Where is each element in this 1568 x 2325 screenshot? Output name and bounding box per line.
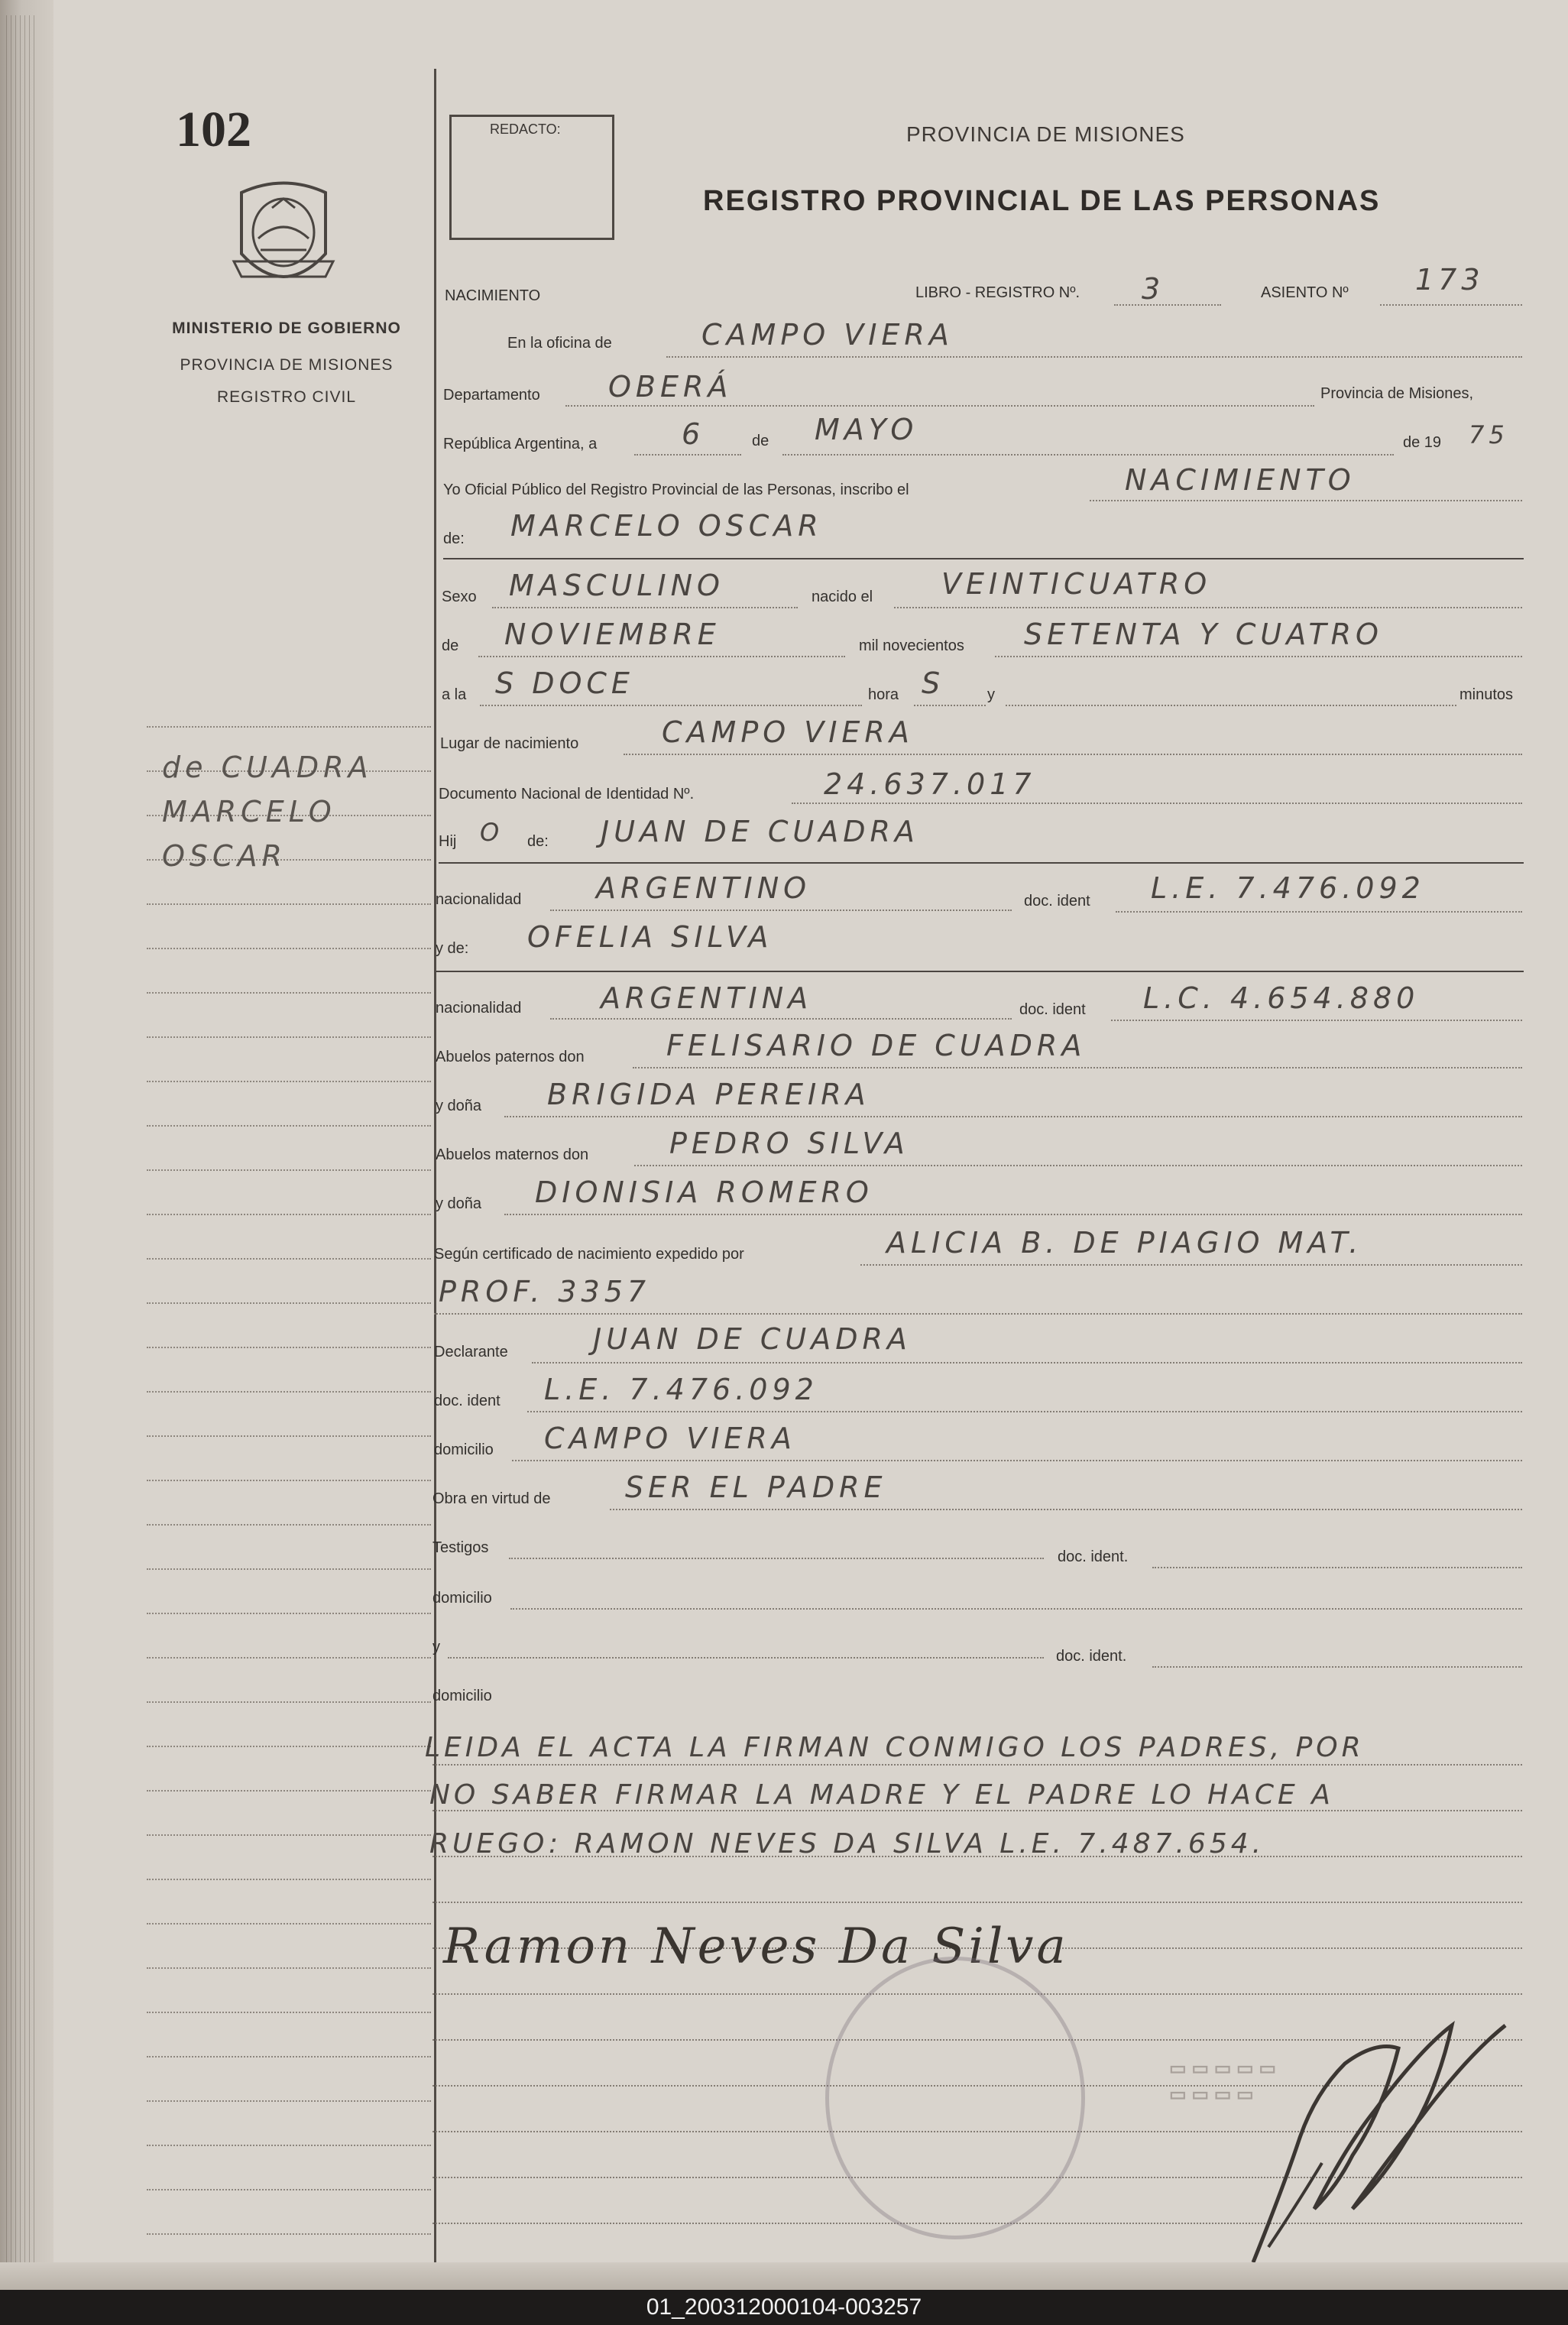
- margin-rule: [147, 1657, 431, 1659]
- hora-value: S: [922, 666, 945, 700]
- mes-line: [782, 454, 1394, 456]
- margin-note-line-3: OSCAR: [162, 839, 287, 873]
- ala-value: S DOCE: [495, 666, 634, 700]
- redacto-label: REDACTO:: [490, 122, 561, 137]
- folio-number: 102: [176, 102, 251, 157]
- dia-value: 6: [682, 417, 705, 451]
- oficina-value: CAMPO VIERA: [701, 318, 954, 352]
- margin-rule: [147, 2056, 431, 2058]
- margin-rule: [147, 1081, 431, 1083]
- margin-rule: [147, 1834, 431, 1837]
- margin-rule: [147, 726, 431, 728]
- nacido-label: nacido el: [812, 589, 873, 605]
- domicilio-3-label: domicilio: [432, 1688, 492, 1704]
- nacido-value: VEINTICUATRO: [941, 567, 1212, 601]
- margin-rule: [147, 1480, 431, 1482]
- margin-rule: [147, 903, 431, 906]
- margin-rule: [147, 1347, 431, 1349]
- nacionalidad-2-value: ARGENTINA: [601, 981, 813, 1015]
- certificado-value-2: PROF. 3357: [439, 1275, 651, 1308]
- y2-label: y: [432, 1639, 440, 1655]
- registro-subtitle: REGISTRO CIVIL: [216, 388, 357, 406]
- abuelo-paterno-value: FELISARIO DE CUADRA: [666, 1029, 1087, 1062]
- y-label: y: [987, 686, 995, 703]
- margin-rule: [147, 2189, 431, 2191]
- abuela-materna-label: y doña: [436, 1195, 482, 1212]
- margin-rule: [147, 1302, 431, 1305]
- abuela-materna-line: [504, 1214, 1522, 1216]
- margin-rule: [147, 1701, 431, 1704]
- de-label: de: [752, 433, 769, 449]
- nombre-rule: [443, 558, 1524, 559]
- margin-note-line-2: MARCELO: [162, 795, 336, 829]
- abuela-paterna-value: BRIGIDA PEREIRA: [547, 1078, 870, 1111]
- libro-value: 3: [1142, 272, 1165, 306]
- signature-ramon: Ramon Neves Da Silva: [443, 1918, 1069, 1975]
- margin-rule: [147, 1613, 431, 1615]
- minutos-line: [1006, 705, 1456, 707]
- image-id-caption: 01_200312000104-003257: [0, 2290, 1568, 2325]
- departamento-label: Departamento: [443, 387, 540, 404]
- ala-label: a la: [442, 686, 467, 703]
- provincia-label: Provincia de Misiones,: [1320, 385, 1474, 402]
- departamento-line: [565, 405, 1314, 407]
- margin-rule: [147, 1391, 431, 1393]
- closing-line-2: NO SABER FIRMAR LA MADRE Y EL PADRE LO HACE A: [429, 1779, 1334, 1811]
- madre-rule: [436, 971, 1524, 972]
- page-bottom-edge: [0, 2262, 1568, 2290]
- mes-value: MAYO: [815, 413, 918, 446]
- margin-rule: [147, 1967, 431, 1970]
- de2-label: de:: [443, 530, 465, 547]
- abuela-paterna-line: [504, 1116, 1522, 1118]
- margin-rule: [147, 1125, 431, 1127]
- doc-ident-4-label: doc. ident.: [1058, 1548, 1129, 1565]
- nacido-line: [894, 607, 1522, 609]
- margin-rule: [147, 2100, 431, 2103]
- margin-rule: [147, 1169, 431, 1172]
- redacto-box: [449, 115, 614, 240]
- mil-value: SETENTA Y CUATRO: [1024, 618, 1383, 651]
- declarante-value: JUAN DE CUADRA: [593, 1322, 912, 1356]
- anio-value: 75: [1469, 420, 1509, 449]
- nombre-value: MARCELO OSCAR: [510, 509, 823, 543]
- margin-rule: [147, 1214, 431, 1216]
- padre-rule: [439, 862, 1524, 864]
- doc-ident-5-label: doc. ident.: [1056, 1648, 1127, 1665]
- doc-ident-3-label: doc. ident: [434, 1393, 501, 1409]
- closing-rule: [432, 1764, 1522, 1766]
- abuelo-paterno-line: [633, 1067, 1522, 1069]
- republica-label: República Argentina, a: [443, 436, 598, 452]
- certificado-line-2: [434, 1313, 1522, 1315]
- certificado-line: [860, 1264, 1522, 1266]
- mes-nac-value: NOVIEMBRE: [504, 618, 721, 651]
- asiento-value: 173: [1415, 263, 1485, 297]
- minutos-label: minutos: [1459, 686, 1514, 703]
- margin-note-line-1: de CUADRA: [162, 751, 373, 784]
- ala-line: [480, 705, 862, 707]
- departamento-value: OBERÁ: [608, 370, 733, 404]
- domicilio-line: [512, 1460, 1522, 1462]
- doc-ident-3-value: L.E. 7.476.092: [544, 1373, 818, 1406]
- margin-rule: [147, 1746, 431, 1748]
- official-signature-icon: [1223, 1957, 1544, 2278]
- domicilio-value: CAMPO VIERA: [544, 1422, 796, 1455]
- oficial-value: NACIMIENTO: [1125, 463, 1356, 497]
- abuela-materna-value: DIONISIA ROMERO: [535, 1175, 873, 1209]
- abuelo-paterno-label: Abuelos paternos don: [436, 1049, 585, 1065]
- obra-label: Obra en virtud de: [432, 1490, 551, 1507]
- coat-of-arms-icon: [226, 177, 341, 300]
- asiento-label: ASIENTO Nº: [1261, 284, 1349, 301]
- margin-rule: [147, 992, 431, 994]
- margin-rule: [147, 2233, 431, 2236]
- dia-line: [634, 454, 741, 456]
- margin-divider: [434, 69, 436, 2262]
- libro-line: [1114, 304, 1221, 306]
- hora-line: [914, 705, 986, 707]
- provincia-subtitle: PROVINCIA DE MISIONES: [180, 356, 394, 374]
- closing-line-3: RUEGO: RAMON NEVES DA SILVA L.E. 7.487.654.: [429, 1828, 1265, 1860]
- de4-label: de:: [527, 833, 549, 850]
- header-registro: REGISTRO PROVINCIAL DE LAS PERSONAS: [703, 185, 1381, 217]
- book-binding: [0, 0, 53, 2290]
- testigos-label: Testigos: [432, 1539, 489, 1556]
- testigos-line: [509, 1558, 1044, 1560]
- doc-ident-5-line: [1152, 1666, 1522, 1668]
- doc-ident-2-value: L.C. 4.654.880: [1143, 981, 1420, 1015]
- doc-ident-3-line: [527, 1411, 1522, 1413]
- sexo-line: [492, 607, 798, 609]
- margin-rule: [147, 1435, 431, 1438]
- y2-line: [448, 1657, 1044, 1659]
- margin-rule: [147, 1923, 431, 1925]
- closing-line-1: LEIDA EL ACTA LA FIRMAN CONMIGO LOS PADRES, POR: [425, 1732, 1365, 1763]
- ministerio-title: MINISTERIO DE GOBIERNO: [172, 319, 401, 337]
- hij-value: O: [480, 818, 504, 847]
- oficial-line: [1090, 500, 1522, 502]
- mil-label: mil novecientos: [859, 637, 964, 654]
- yde-label: y de:: [436, 940, 469, 957]
- nacionalidad-2-line: [550, 1018, 1012, 1020]
- margin-rule: [147, 1258, 431, 1260]
- nacionalidad-1-line: [550, 910, 1012, 912]
- sexo-value: MASCULINO: [509, 569, 724, 602]
- de3-label: de: [442, 637, 459, 654]
- lugar-line: [624, 754, 1522, 756]
- madre-value: OFELIA SILVA: [527, 920, 773, 954]
- oficina-line: [666, 356, 1522, 358]
- abuelo-materno-label: Abuelos maternos don: [436, 1146, 589, 1163]
- margin-rule: [147, 1790, 431, 1792]
- registry-stamp-icon: ▭ ▭ ▭ ▭ ▭ ▭ ▭ ▭ ▭: [1169, 2058, 1277, 2105]
- declarante-label: Declarante: [434, 1344, 508, 1360]
- mes-nac-line: [478, 656, 845, 658]
- lugar-value: CAMPO VIERA: [662, 715, 914, 749]
- margin-rule: [147, 2145, 431, 2147]
- dni-value: 24.637.017: [824, 767, 1036, 801]
- doc-ident-4-line: [1152, 1567, 1522, 1569]
- margin-rule: [147, 1879, 431, 1881]
- margin-rule: [147, 2012, 431, 2014]
- domicilio-label: domicilio: [434, 1441, 494, 1458]
- obra-line: [610, 1509, 1522, 1511]
- obra-value: SER EL PADRE: [625, 1471, 887, 1504]
- lugar-label: Lugar de nacimiento: [440, 735, 579, 752]
- nacionalidad-2-label: nacionalidad: [436, 1000, 522, 1017]
- dni-label: Documento Nacional de Identidad Nº.: [439, 786, 695, 803]
- doc-ident-2-label: doc. ident: [1019, 1001, 1086, 1018]
- header-provincia: PROVINCIA DE MISIONES: [906, 122, 1185, 146]
- abuela-paterna-label: y doña: [436, 1098, 482, 1114]
- padre-value: JUAN DE CUADRA: [601, 815, 919, 848]
- abuelo-materno-value: PEDRO SILVA: [669, 1127, 909, 1160]
- doc-ident-1-line: [1116, 911, 1522, 913]
- mil-line: [995, 656, 1522, 658]
- domicilio-2-label: domicilio: [432, 1590, 492, 1607]
- nacionalidad-1-label: nacionalidad: [436, 891, 522, 908]
- doc-ident-1-value: L.E. 7.476.092: [1151, 871, 1425, 905]
- domicilio-2-line: [510, 1608, 1522, 1610]
- margin-rule: [147, 1568, 431, 1571]
- oficial-label: Yo Oficial Público del Registro Provincial de las Personas, inscribo el: [443, 482, 909, 498]
- abuelo-materno-line: [634, 1165, 1522, 1167]
- closing-rule: [432, 1902, 1522, 1904]
- certificado-label: Según certificado de nacimiento expedido por: [434, 1246, 744, 1263]
- asiento-line: [1380, 304, 1522, 306]
- hij-label: Hij: [439, 833, 457, 850]
- hora-label: hora: [868, 686, 899, 703]
- margin-rule: [147, 948, 431, 950]
- nacionalidad-1-value: ARGENTINO: [596, 871, 812, 905]
- certificado-value: ALICIA B. DE PIAGIO MAT.: [886, 1226, 1363, 1260]
- oficina-label: En la oficina de: [507, 335, 612, 352]
- nacimiento-label: NACIMIENTO: [445, 287, 541, 304]
- doc-ident-2-line: [1111, 1020, 1522, 1022]
- anio-label: de 19: [1403, 434, 1442, 451]
- libro-label: LIBRO - REGISTRO Nº.: [915, 284, 1080, 301]
- dni-line: [792, 803, 1522, 805]
- doc-ident-1-label: doc. ident: [1024, 893, 1090, 910]
- margin-rule: [147, 1524, 431, 1526]
- official-stamp-icon: [825, 1957, 1085, 2239]
- sexo-label: Sexo: [442, 589, 477, 605]
- declarante-line: [532, 1362, 1522, 1364]
- margin-rule: [147, 1036, 431, 1039]
